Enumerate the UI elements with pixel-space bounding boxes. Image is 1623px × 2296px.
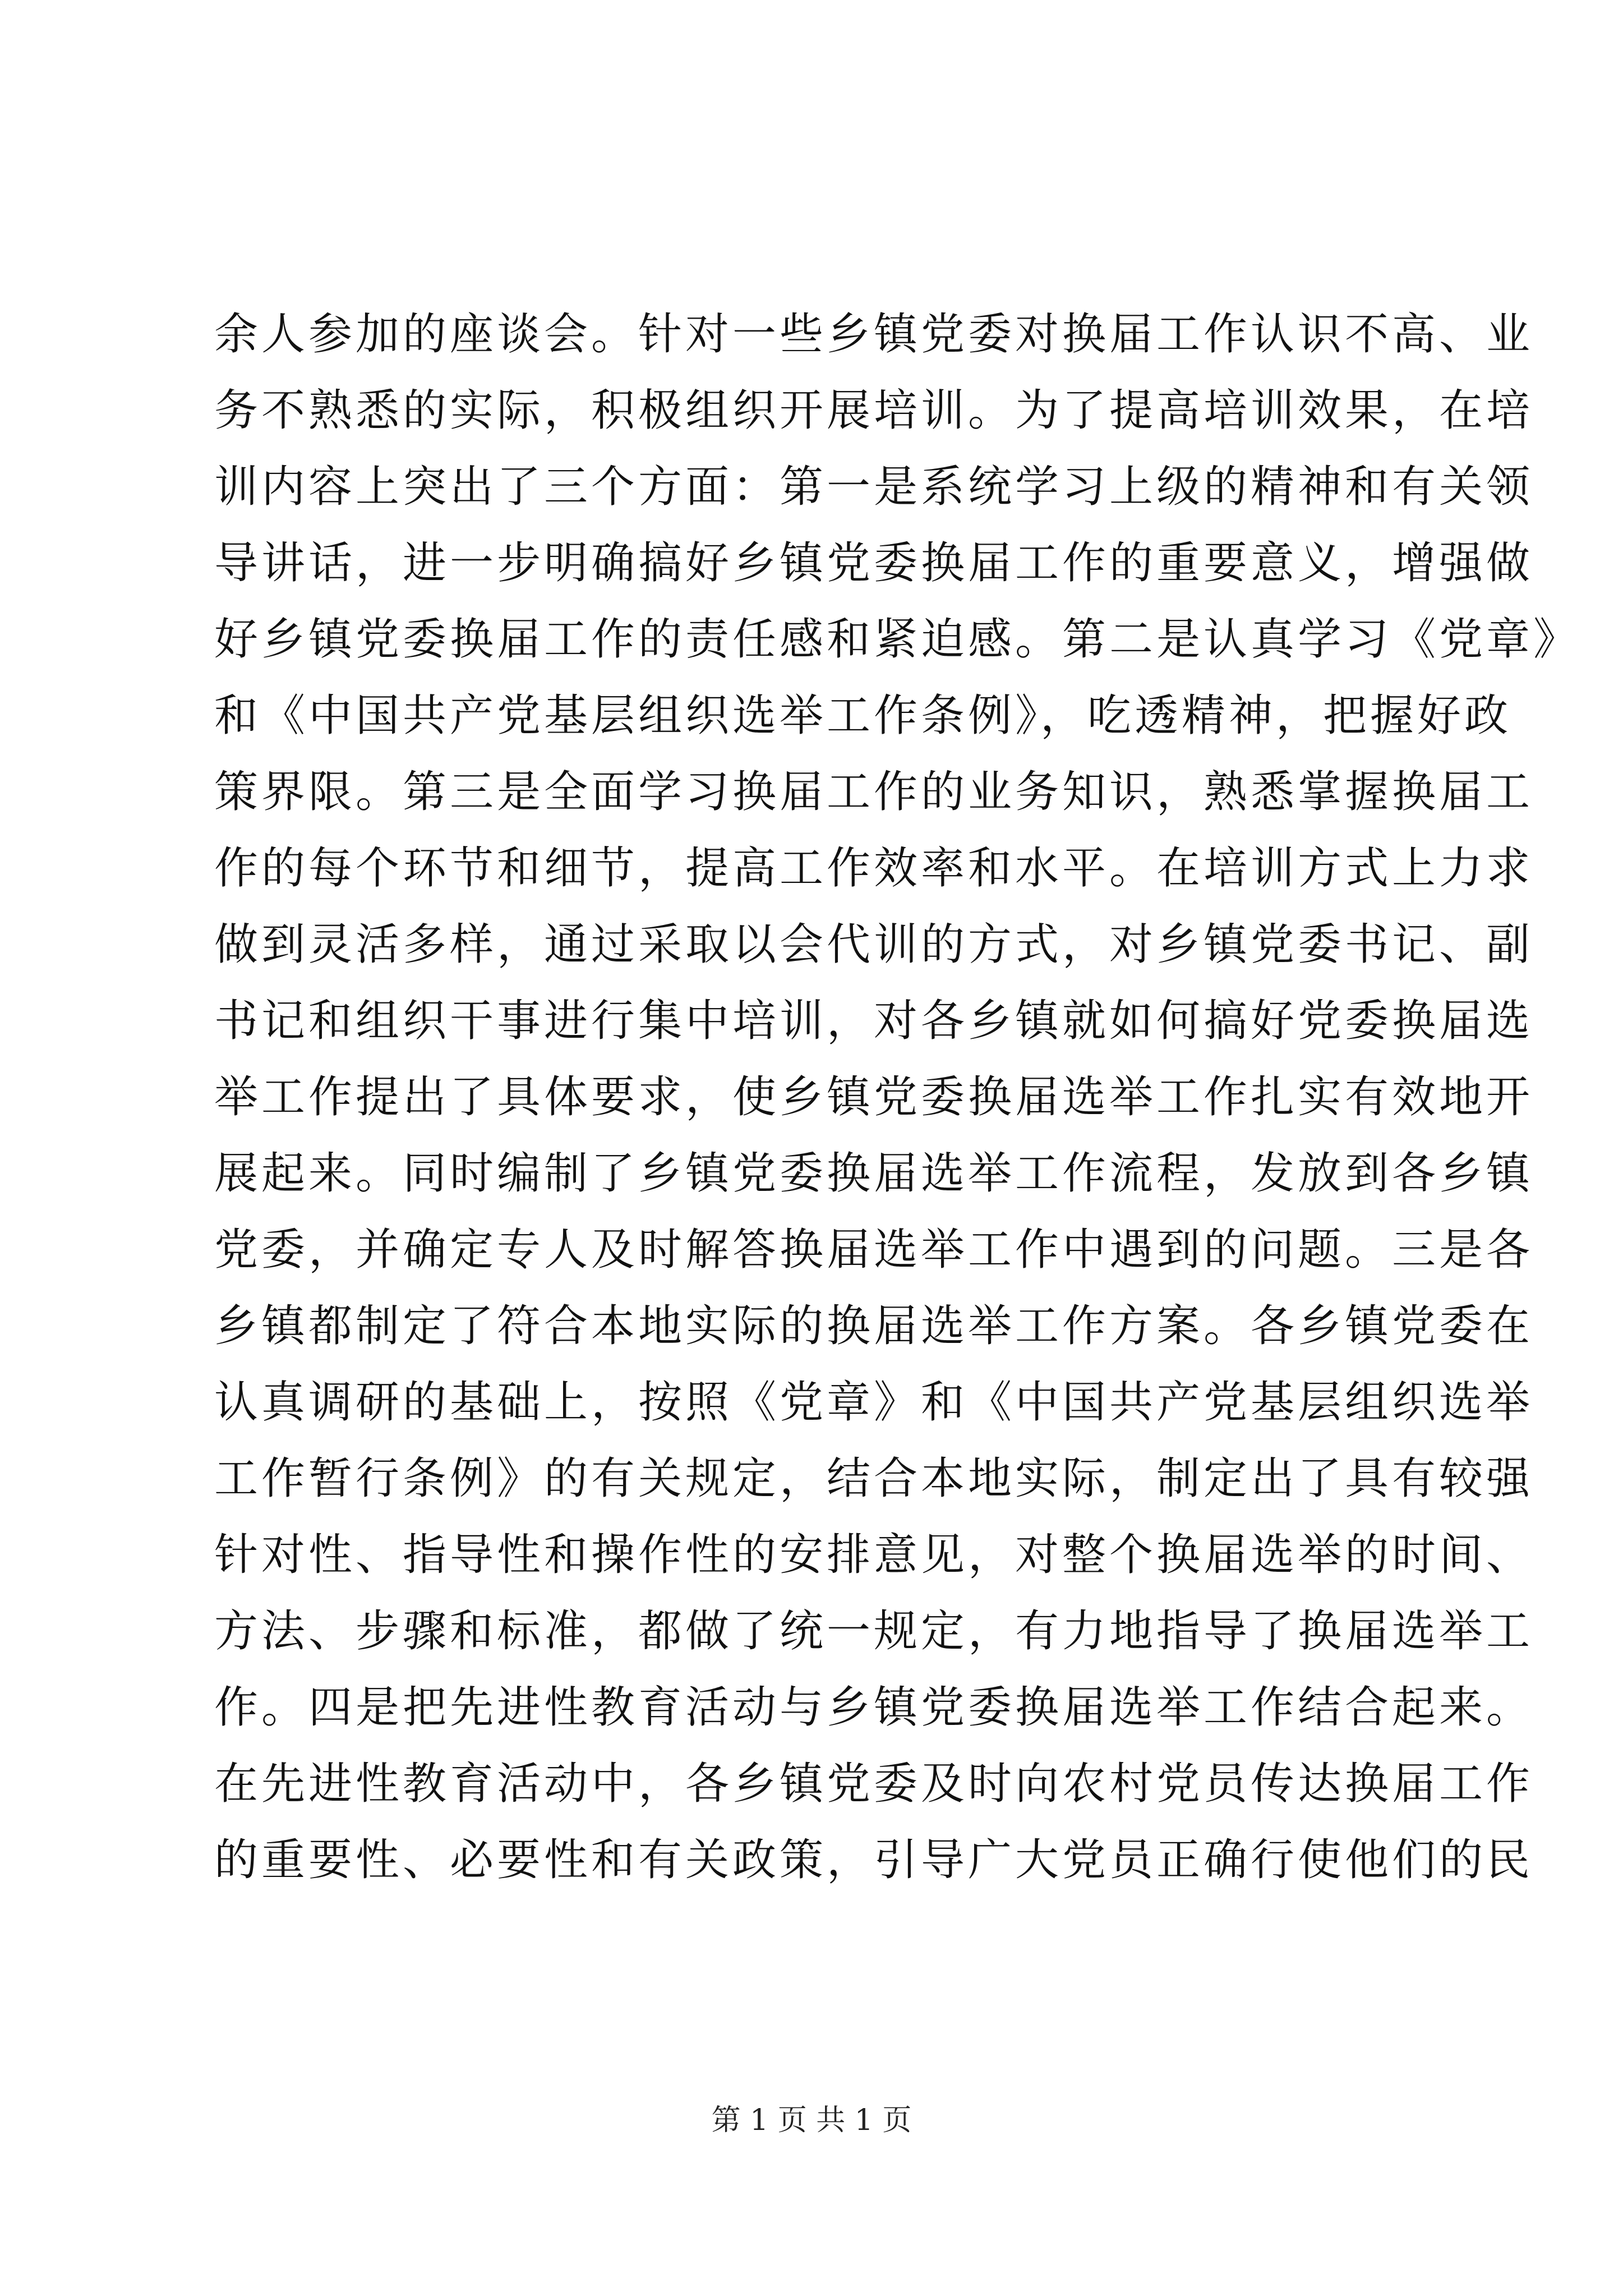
text-line: 训内容上突出了三个方面：第一是系统学习上级的精神和有关领 — [214, 462, 1534, 512]
text-line: 的重要性、必要性和有关政策，引导广大党员正确行使他们的民 — [214, 1835, 1534, 1885]
text-line: 工作暂行条例》的有关规定，结合本地实际，制定出了具有较强 — [214, 1453, 1534, 1504]
text-line: 导讲话，进一步明确搞好乡镇党委换届工作的重要意义，增强做 — [214, 538, 1534, 588]
page-number-footer: 第 1 页 共 1 页 — [711, 2104, 912, 2137]
text-line: 好乡镇党委换届工作的责任感和紧迫感。第二是认真学习《党章》 — [214, 614, 1581, 665]
text-line: 余人参加的座谈会。针对一些乡镇党委对换届工作认识不高、业 — [214, 309, 1534, 360]
text-line: 务不熟悉的实际，积极组织开展培训。为了提高培训效果，在培 — [214, 385, 1534, 436]
text-line: 展起来。同时编制了乡镇党委换届选举工作流程，发放到各乡镇 — [214, 1148, 1534, 1199]
text-line: 书记和组织干事进行集中培训，对各乡镇就如何搞好党委换届选 — [214, 996, 1534, 1046]
text-line: 党委，并确定专人及时解答换届选举工作中遇到的问题。三是各 — [214, 1225, 1534, 1275]
text-line: 方法、步骤和标准，都做了统一规定，有力地指导了换届选举工 — [214, 1606, 1534, 1657]
text-line: 策界限。第三是全面学习换届工作的业务知识，熟悉掌握换届工 — [214, 767, 1534, 817]
text-line: 认真调研的基础上，按照《党章》和《中国共产党基层组织选举 — [214, 1377, 1534, 1428]
text-line: 针对性、指导性和操作性的安排意见，对整个换届选举的时间、 — [214, 1530, 1534, 1580]
text-line: 和《中国共产党基层组织选举工作条例》，吃透精神，把握好政 — [214, 691, 1512, 741]
text-line: 乡镇都制定了符合本地实际的换届选举工作方案。各乡镇党委在 — [214, 1301, 1534, 1351]
text-line: 在先进性教育活动中，各乡镇党委及时向农村党员传达换届工作 — [214, 1759, 1534, 1809]
text-line: 做到灵活多样，通过采取以会代训的方式，对乡镇党委书记、副 — [214, 919, 1534, 970]
body-paragraph — [214, 296, 1581, 1898]
text-line: 作的每个环节和细节，提高工作效率和水平。在培训方式上力求 — [214, 843, 1534, 894]
text-line: 举工作提出了具体要求，使乡镇党委换届选举工作扎实有效地开 — [214, 1072, 1534, 1122]
text-line: 作。四是把先进性教育活动与乡镇党委换届选举工作结合起来。 — [214, 1682, 1534, 1733]
